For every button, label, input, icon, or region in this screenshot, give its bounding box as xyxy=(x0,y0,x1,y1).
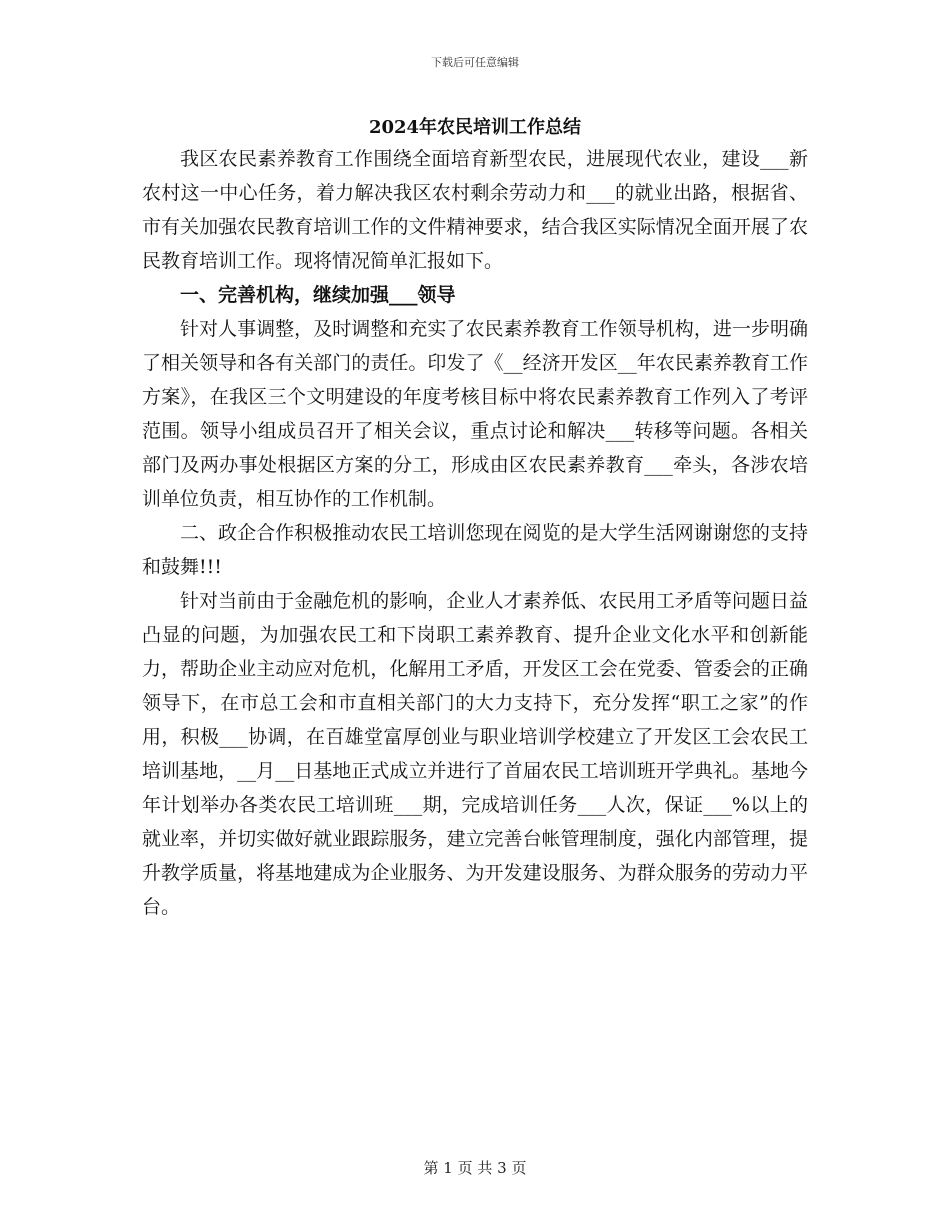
section-2-paragraph: 针对当前由于金融危机的影响，企业人才素养低、农民用工矛盾等问题日益凸显的问题，为加强农民工和下岗职工素养教育、提升企业文化水平和创新能力，帮助企业主动应对危机，化解用工矛盾，开发区工会在党委、管委会的正确领导下，在市总工会和市直相关部门的大力支持下，充分发挥“职工之家”的作用，积极___协调，在百雄堂富厚创业与职业培训学校建立了开发区工会农民工培训基地，__月__日基地正式成立并进行了首届农民工培训班开学典礼。基地今年计划举办各类农民工培训班___期，完成培训任务___人次，保证___%以上的就业率，并切实做好就业跟踪服务，建立完善台帐管理制度，强化内部管理，提升教学质量，将基地建成为企业服务、为开发建设服务、为群众服务的劳动力平台。 xyxy=(142,590,808,918)
document-title: 2024年农民培训工作总结 xyxy=(368,117,582,138)
section-heading-1: 一、完善机构，继续加强___领导 xyxy=(180,284,456,306)
page-footer: 第 1 页 共 3 页 xyxy=(423,1159,527,1177)
section-1-paragraph: 针对人事调整，及时调整和充实了农民素养教育工作领导机构，进一步明确了相关领导和各有关部门的责任。印发了《__经济开发区__年农民素养教育工作方案》，在我区三个文明建设的年度考核目标中将农民素养教育工作列入了考评范围。领导小组成员召开了相关会议，重点讨论和解决___转移等问题。各相关部门及两办事处根据区方案的分工，形成由区农民素养教育___牵头，各涉农培训单位负责，相互协作的工作机制。 xyxy=(142,318,808,510)
intro-paragraph: 我区农民素养教育工作围绕全面培育新型农民，进展现代农业，建设___新农村这一中心任务，着力解决我区农村剩余劳动力和___的就业出路，根据省、市有关加强农民教育培训工作的文件精神要求，结合我区实际情况全面开展了农民教育培训工作。现将情况简单汇报如下。 xyxy=(142,148,808,272)
document-body xyxy=(142,142,808,924)
section-heading-2: 二、政企合作积极推动农民工培训您现在阅览的是大学生活网谢谢您的支持和鼓舞!!! xyxy=(142,522,808,578)
header-note: 下载后可任意编辑 xyxy=(431,56,519,69)
